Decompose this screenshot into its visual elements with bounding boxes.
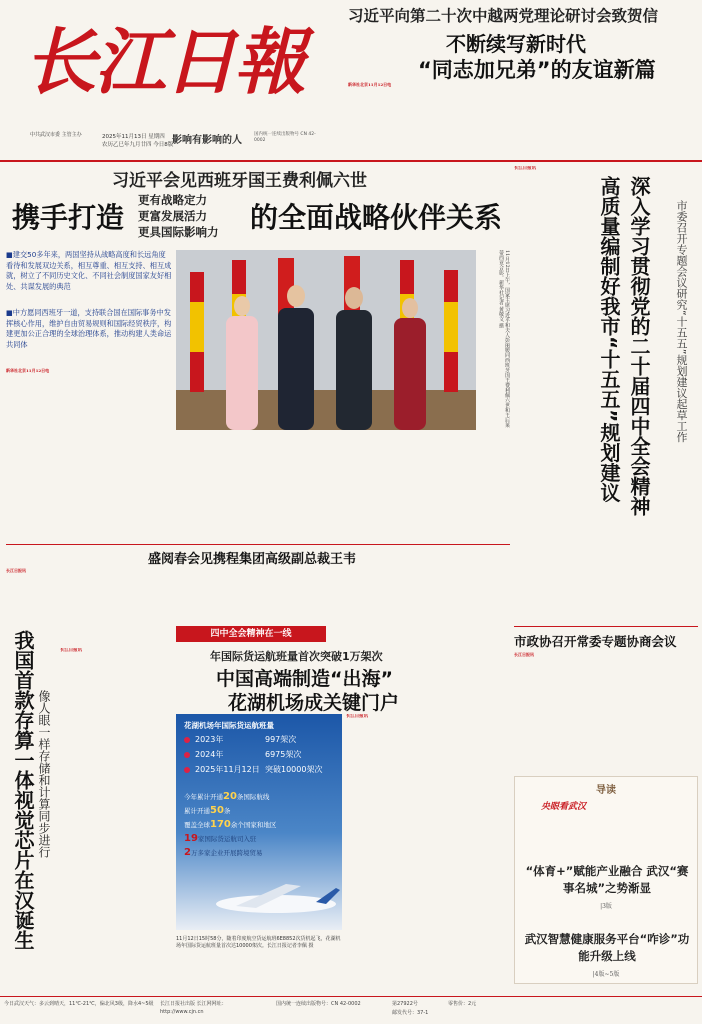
airport-infographic xyxy=(176,714,342,930)
footer-price: 零售价：2元 xyxy=(448,1001,477,1007)
cppcc-dateline: 长江日报讯 xyxy=(514,652,534,657)
cargo-plane-icon xyxy=(176,714,342,930)
airport-caption: 11月12日15时58分，随着印度航空货运航班6E8852次货机起飞，花湖机场年国际货运航班量首次达10000架次。长江日报记者李佩 摄 xyxy=(176,936,341,949)
lead-dateline: 新华社北京11月12日电 xyxy=(348,82,392,87)
spain-big-2: 的全面战略伙伴关系 xyxy=(250,201,503,234)
spain-bullet-1: ■建交50多年来，两国坚持从战略高度和长远角度看待和发展双边关系，相互尊重、相互支持、相互成就，树立了不同历史文化、不同社会制度国家友好相处、共谋发展的典范 xyxy=(6,250,172,291)
newspaper-logo: 长江日報 xyxy=(24,19,305,104)
stat-number: 20 xyxy=(223,791,237,802)
stat-number: 2 xyxy=(184,847,191,858)
spain-body-cont-1 xyxy=(176,434,272,540)
footer xyxy=(0,1000,702,1024)
stat-item: 19家国际货运航司入驻 xyxy=(184,833,257,844)
party-line: 中共武汉市委 主管主办 xyxy=(30,132,82,138)
chip-dateline: 长江日报讯 xyxy=(60,648,82,653)
stat-number: 50 xyxy=(210,805,224,816)
banner-title: 盛阅春会见携程集团高级副总裁王韦 xyxy=(148,552,357,567)
infographic-title: 花湖机场年国际货运航班量 xyxy=(184,721,274,730)
guide-page-2: |4版~5版 xyxy=(592,971,620,978)
right-kicker: 市委召开专题会议研究“十五五”规划建议起草工作 xyxy=(675,200,688,443)
right-body-1 xyxy=(514,166,582,556)
photo-caption: 11月12日上午，国家主席习近平和夫人彭丽媛同西班牙国王费利佩六世和王后莱蒂西亚合影。新华社记者 黄敬文 摄 xyxy=(498,250,510,428)
spain-sub-1: 更有战略定力 xyxy=(138,193,207,207)
banner-body-2 xyxy=(176,568,340,624)
masthead xyxy=(0,0,702,160)
right-title-2: 高质量编制好我市“十五五”规划建议 xyxy=(597,176,621,503)
right-lower-rule xyxy=(514,626,698,627)
chip-story-subtitle: 像人眼一样存储和计算同步进行 xyxy=(37,690,51,858)
guide-item-1[interactable]: “体育+”赋能产业融合 武汉“赛事名城”之势渐显 xyxy=(525,864,689,895)
guide-page-1: |3版 xyxy=(600,903,612,910)
spain-body-cont-3 xyxy=(376,434,510,540)
footer-weather: 今日武汉天气：多云到晴天，11℃-21℃，偏北风3级，降水4~5级 xyxy=(4,1001,154,1007)
row-year: 2023年 xyxy=(195,735,224,744)
guide-stamp: 央眼看武汉 xyxy=(541,802,587,812)
airport-body-2 xyxy=(430,714,510,984)
spain-bullet-2: ■中方愿同西班牙一道，支持联合国在国际事务中发挥核心作用，维护自由贸易规则和国际经贸秩序，构建更加公正合理的全球治理体系，推动构建人类命运共同体 xyxy=(6,308,172,349)
lead-body xyxy=(348,82,698,140)
footer-rule xyxy=(0,996,702,997)
airport-title-2: 花湖机场成关键门户 xyxy=(228,692,400,714)
spain-sub-3: 更具国际影响力 xyxy=(138,225,219,239)
row-value: 突破10000架次 xyxy=(265,765,323,774)
chip-story-body-1 xyxy=(60,648,116,984)
stat-item: 覆盖全球170余个国家和地区 xyxy=(184,819,277,830)
banner-body-3 xyxy=(346,568,510,624)
footer-post: 邮发代号：37-1 xyxy=(392,1010,429,1016)
stat-number: 19 xyxy=(184,833,198,844)
banner-body-1 xyxy=(6,568,170,624)
cppcc-title: 市政协召开常委专题协商会议 xyxy=(514,634,677,649)
airport-title-1: 中国高端制造“出海” xyxy=(216,668,393,690)
section-tag: 四中全会精神在一线 xyxy=(176,626,326,642)
row-value: 997架次 xyxy=(265,735,297,744)
lead-title-2: “同志加兄弟”的友谊新篇 xyxy=(418,58,656,82)
stat-item: 累计开通50条 xyxy=(184,805,231,816)
spain-body-cont-2 xyxy=(276,434,372,540)
chip-story-body-2 xyxy=(120,648,172,984)
chip-story-title: 我国首款存算一体视觉芯片在汉诞生 xyxy=(11,630,35,950)
right-dateline: 长江日报讯 xyxy=(514,166,536,171)
banner-rule-top xyxy=(6,544,510,545)
row-year: 2025年11月12日 xyxy=(195,765,260,774)
lead-title-1: 不断续写新时代 xyxy=(446,32,586,56)
guide-box xyxy=(514,776,698,984)
spain-kicker: 习近平会见西班牙国王费利佩六世 xyxy=(112,171,367,191)
stat-item: 2万多家企业开展跨境贸易 xyxy=(184,847,263,858)
spain-body xyxy=(6,368,172,540)
right-body-2 xyxy=(514,560,698,622)
cppcc-body xyxy=(514,652,698,772)
issue-lunar: 农历乙巳年九月廿四 今日8版 xyxy=(102,142,174,148)
stat-item: 今年累计开通20条国际航线 xyxy=(184,791,270,802)
guide-item-2[interactable]: 武汉智慧健康服务平台“咋诊”功能升级上线 xyxy=(524,932,690,963)
spain-sub-2: 更富发展活力 xyxy=(138,209,207,223)
airport-dateline: 长江日报讯 xyxy=(346,714,368,719)
right-title-1: 深入学习贯彻党的二十届四中全会精神 xyxy=(627,176,651,516)
spain-big-1: 携手打造 xyxy=(12,201,125,234)
row-value: 6975架次 xyxy=(265,750,302,759)
state-visit-photo xyxy=(176,250,476,430)
stat-number: 170 xyxy=(210,819,231,830)
row-year: 2024年 xyxy=(195,750,224,759)
airport-body-1 xyxy=(346,714,426,984)
flags-and-figures xyxy=(176,250,476,430)
cn-number: 国内统一连续出版物号 CN 42-0002 xyxy=(254,132,316,143)
footer-site: 长江日报社出版 长江网网址：http://www.cjn.cn xyxy=(160,1001,227,1015)
banner-dateline: 长江日报讯 xyxy=(6,568,26,573)
motto: 影响有影响的人 xyxy=(172,135,242,146)
guide-title: 导读 xyxy=(596,785,616,796)
issue-date: 2025年11月13日 星期四 xyxy=(102,134,165,140)
airport-kicker: 年国际货运航班量首次突破1万架次 xyxy=(210,650,383,663)
footer-issue-no: 第27922号 xyxy=(392,1001,418,1007)
masthead-rule xyxy=(0,160,702,162)
lead-kicker: 习近平向第二十次中越两党理论研讨会致贺信 xyxy=(348,7,659,25)
footer-cn: 国内统一连续出版物号：CN 42-0002 xyxy=(276,1001,361,1007)
spain-dateline: 新华社北京11月12日电 xyxy=(6,368,50,373)
